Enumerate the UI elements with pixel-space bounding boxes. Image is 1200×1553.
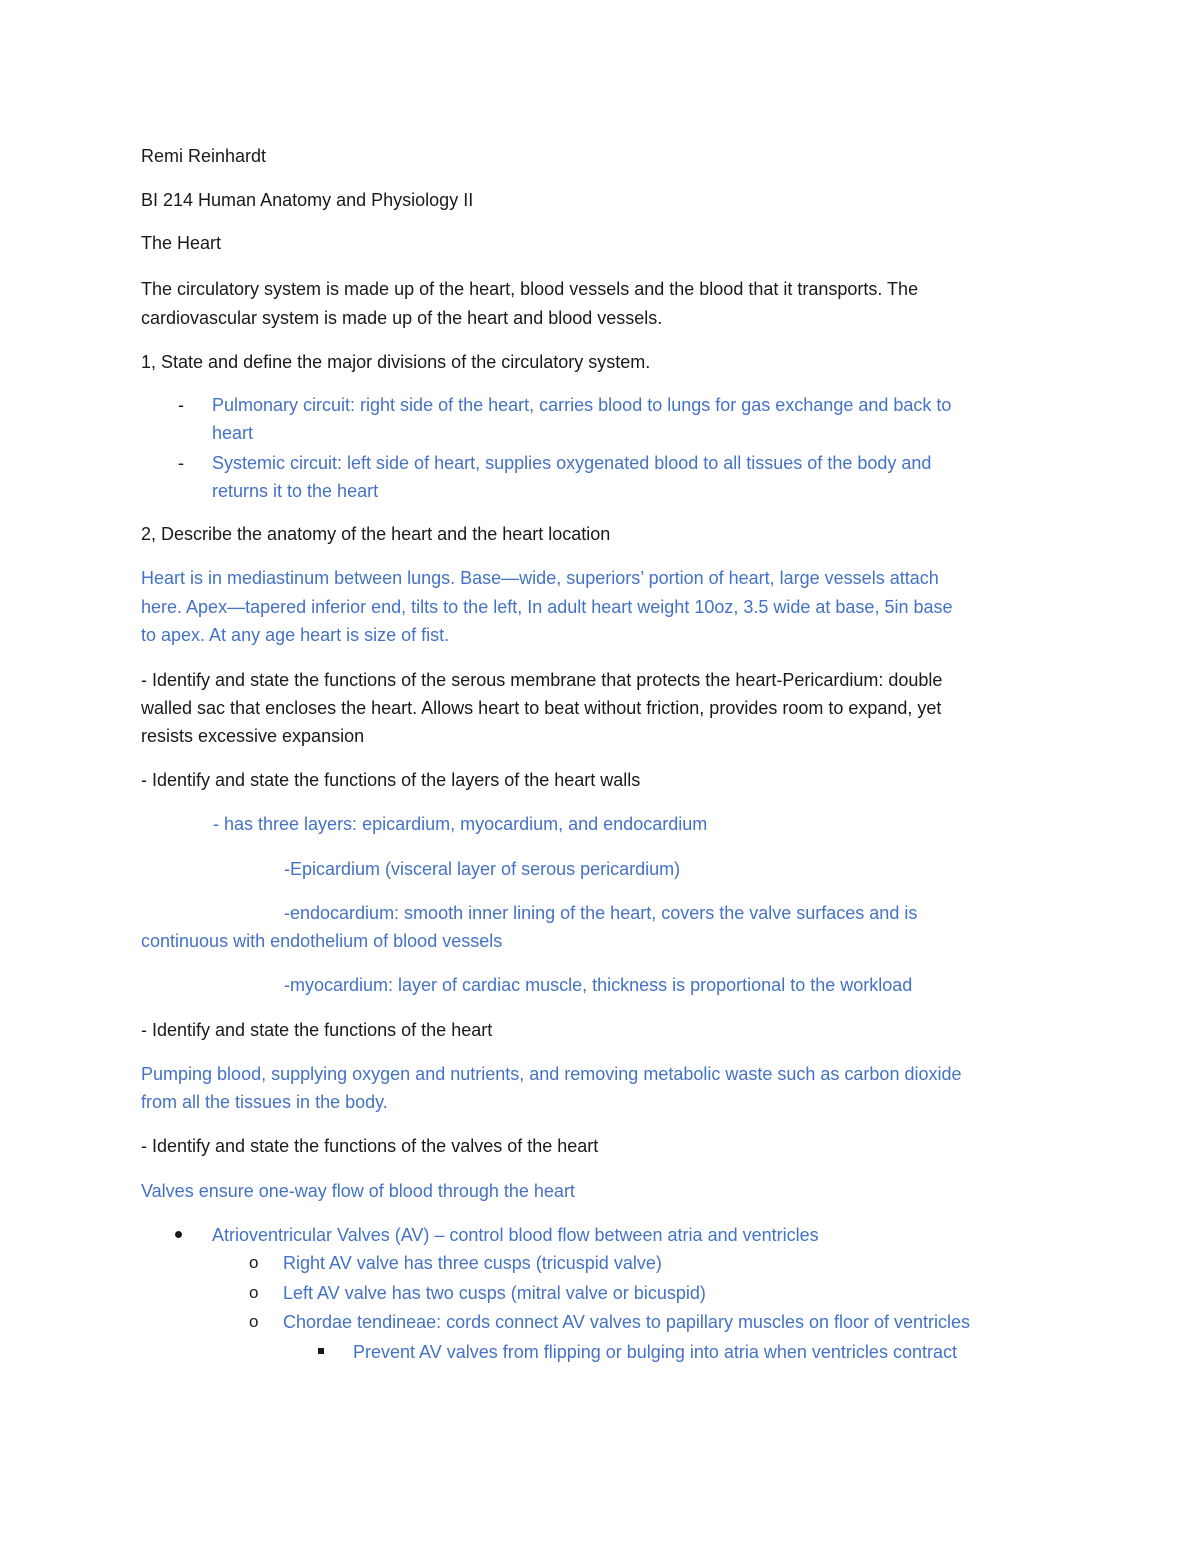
bullet-circle-icon: o <box>249 1253 259 1272</box>
intro-paragraph-line: cardiovascular system is made up of the heart and blood vessels. <box>141 308 663 328</box>
pulmonary-circuit-answer-cont: heart <box>212 423 254 443</box>
serous-membrane-text: - Identify and state the functions of the serous membrane that protects the heart-Pericardium: double <box>141 670 943 690</box>
pulmonary-circuit-answer: Pulmonary circuit: right side of the heart, carries blood to lungs for gas exchange and back to <box>212 395 952 415</box>
heart-functions-prompt: - Identify and state the functions of the heart <box>141 1020 493 1040</box>
dash-bullet: - <box>178 453 184 473</box>
serous-membrane-text: resists excessive expansion <box>141 726 365 746</box>
left-av-valve-item: Left AV valve has two cusps (mitral valve or bicuspid) <box>283 1283 706 1303</box>
anatomy-answer-line: Heart is in mediastinum between lungs. Base—wide, superiors’ portion of heart, large vessels attach <box>141 568 939 588</box>
endocardium-answer: -endocardium: smooth inner lining of the heart, covers the valve surfaces and is <box>284 903 918 923</box>
course-title: BI 214 Human Anatomy and Physiology II <box>141 190 474 210</box>
serous-membrane-text: walled sac that encloses the heart. Allows heart to beat without friction, provides room to expand, yet <box>141 698 942 718</box>
chordae-tendineae-item: Chordae tendineae: cords connect AV valves to papillary muscles on floor of ventricles <box>283 1312 971 1332</box>
dash-bullet: - <box>178 395 184 415</box>
topic-title: The Heart <box>141 233 222 253</box>
systemic-circuit-answer-cont: returns it to the heart <box>212 481 379 501</box>
intro-paragraph-line: The circulatory system is made up of the heart, blood vessels and the blood that it transports. The <box>141 279 919 299</box>
author-name: Remi Reinhardt <box>141 146 267 166</box>
systemic-circuit-answer: Systemic circuit: left side of heart, supplies oxygenated blood to all tissues of the body and <box>212 453 932 473</box>
valves-prompt: - Identify and state the functions of the valves of the heart <box>141 1136 599 1156</box>
anatomy-answer-line: here. Apex—tapered inferior end, tilts to the left, In adult heart weight 10oz, 3.5 wide at base, 5in base <box>141 597 953 617</box>
prevent-av-item: Prevent AV valves from flipping or bulging into atria when ventricles contract <box>353 1342 957 1362</box>
epicardium-answer: -Epicardium (visceral layer of serous pericardium) <box>284 859 681 879</box>
question-1: 1, State and define the major divisions of the circulatory system. <box>141 352 651 372</box>
valves-summary: Valves ensure one-way flow of blood through the heart <box>141 1181 575 1201</box>
bullet-square-icon <box>318 1348 324 1354</box>
bullet-circle-icon: o <box>249 1312 259 1331</box>
heart-functions-answer: Pumping blood, supplying oxygen and nutrients, and removing metabolic waste such as carbon dioxide <box>141 1064 962 1084</box>
heart-wall-layers-prompt: - Identify and state the functions of the layers of the heart walls <box>141 770 641 790</box>
endocardium-answer-cont: continuous with endothelium of blood vessels <box>141 931 503 951</box>
anatomy-answer-line: to apex. At any age heart is size of fist. <box>141 625 450 645</box>
myocardium-answer: -myocardium: layer of cardiac muscle, thickness is proportional to the workload <box>284 975 913 995</box>
av-valves-item: Atrioventricular Valves (AV) – control blood flow between atria and ventricles <box>212 1225 819 1245</box>
bullet-circle-icon: o <box>249 1283 259 1302</box>
bullet-dot-icon <box>175 1231 182 1238</box>
heart-functions-answer-cont: from all the tissues in the body. <box>141 1092 388 1112</box>
three-layers-answer: - has three layers: epicardium, myocardium, and endocardium <box>213 814 708 834</box>
right-av-valve-item: Right AV valve has three cusps (tricuspid valve) <box>283 1253 662 1273</box>
question-2: 2, Describe the anatomy of the heart and the heart location <box>141 524 611 544</box>
